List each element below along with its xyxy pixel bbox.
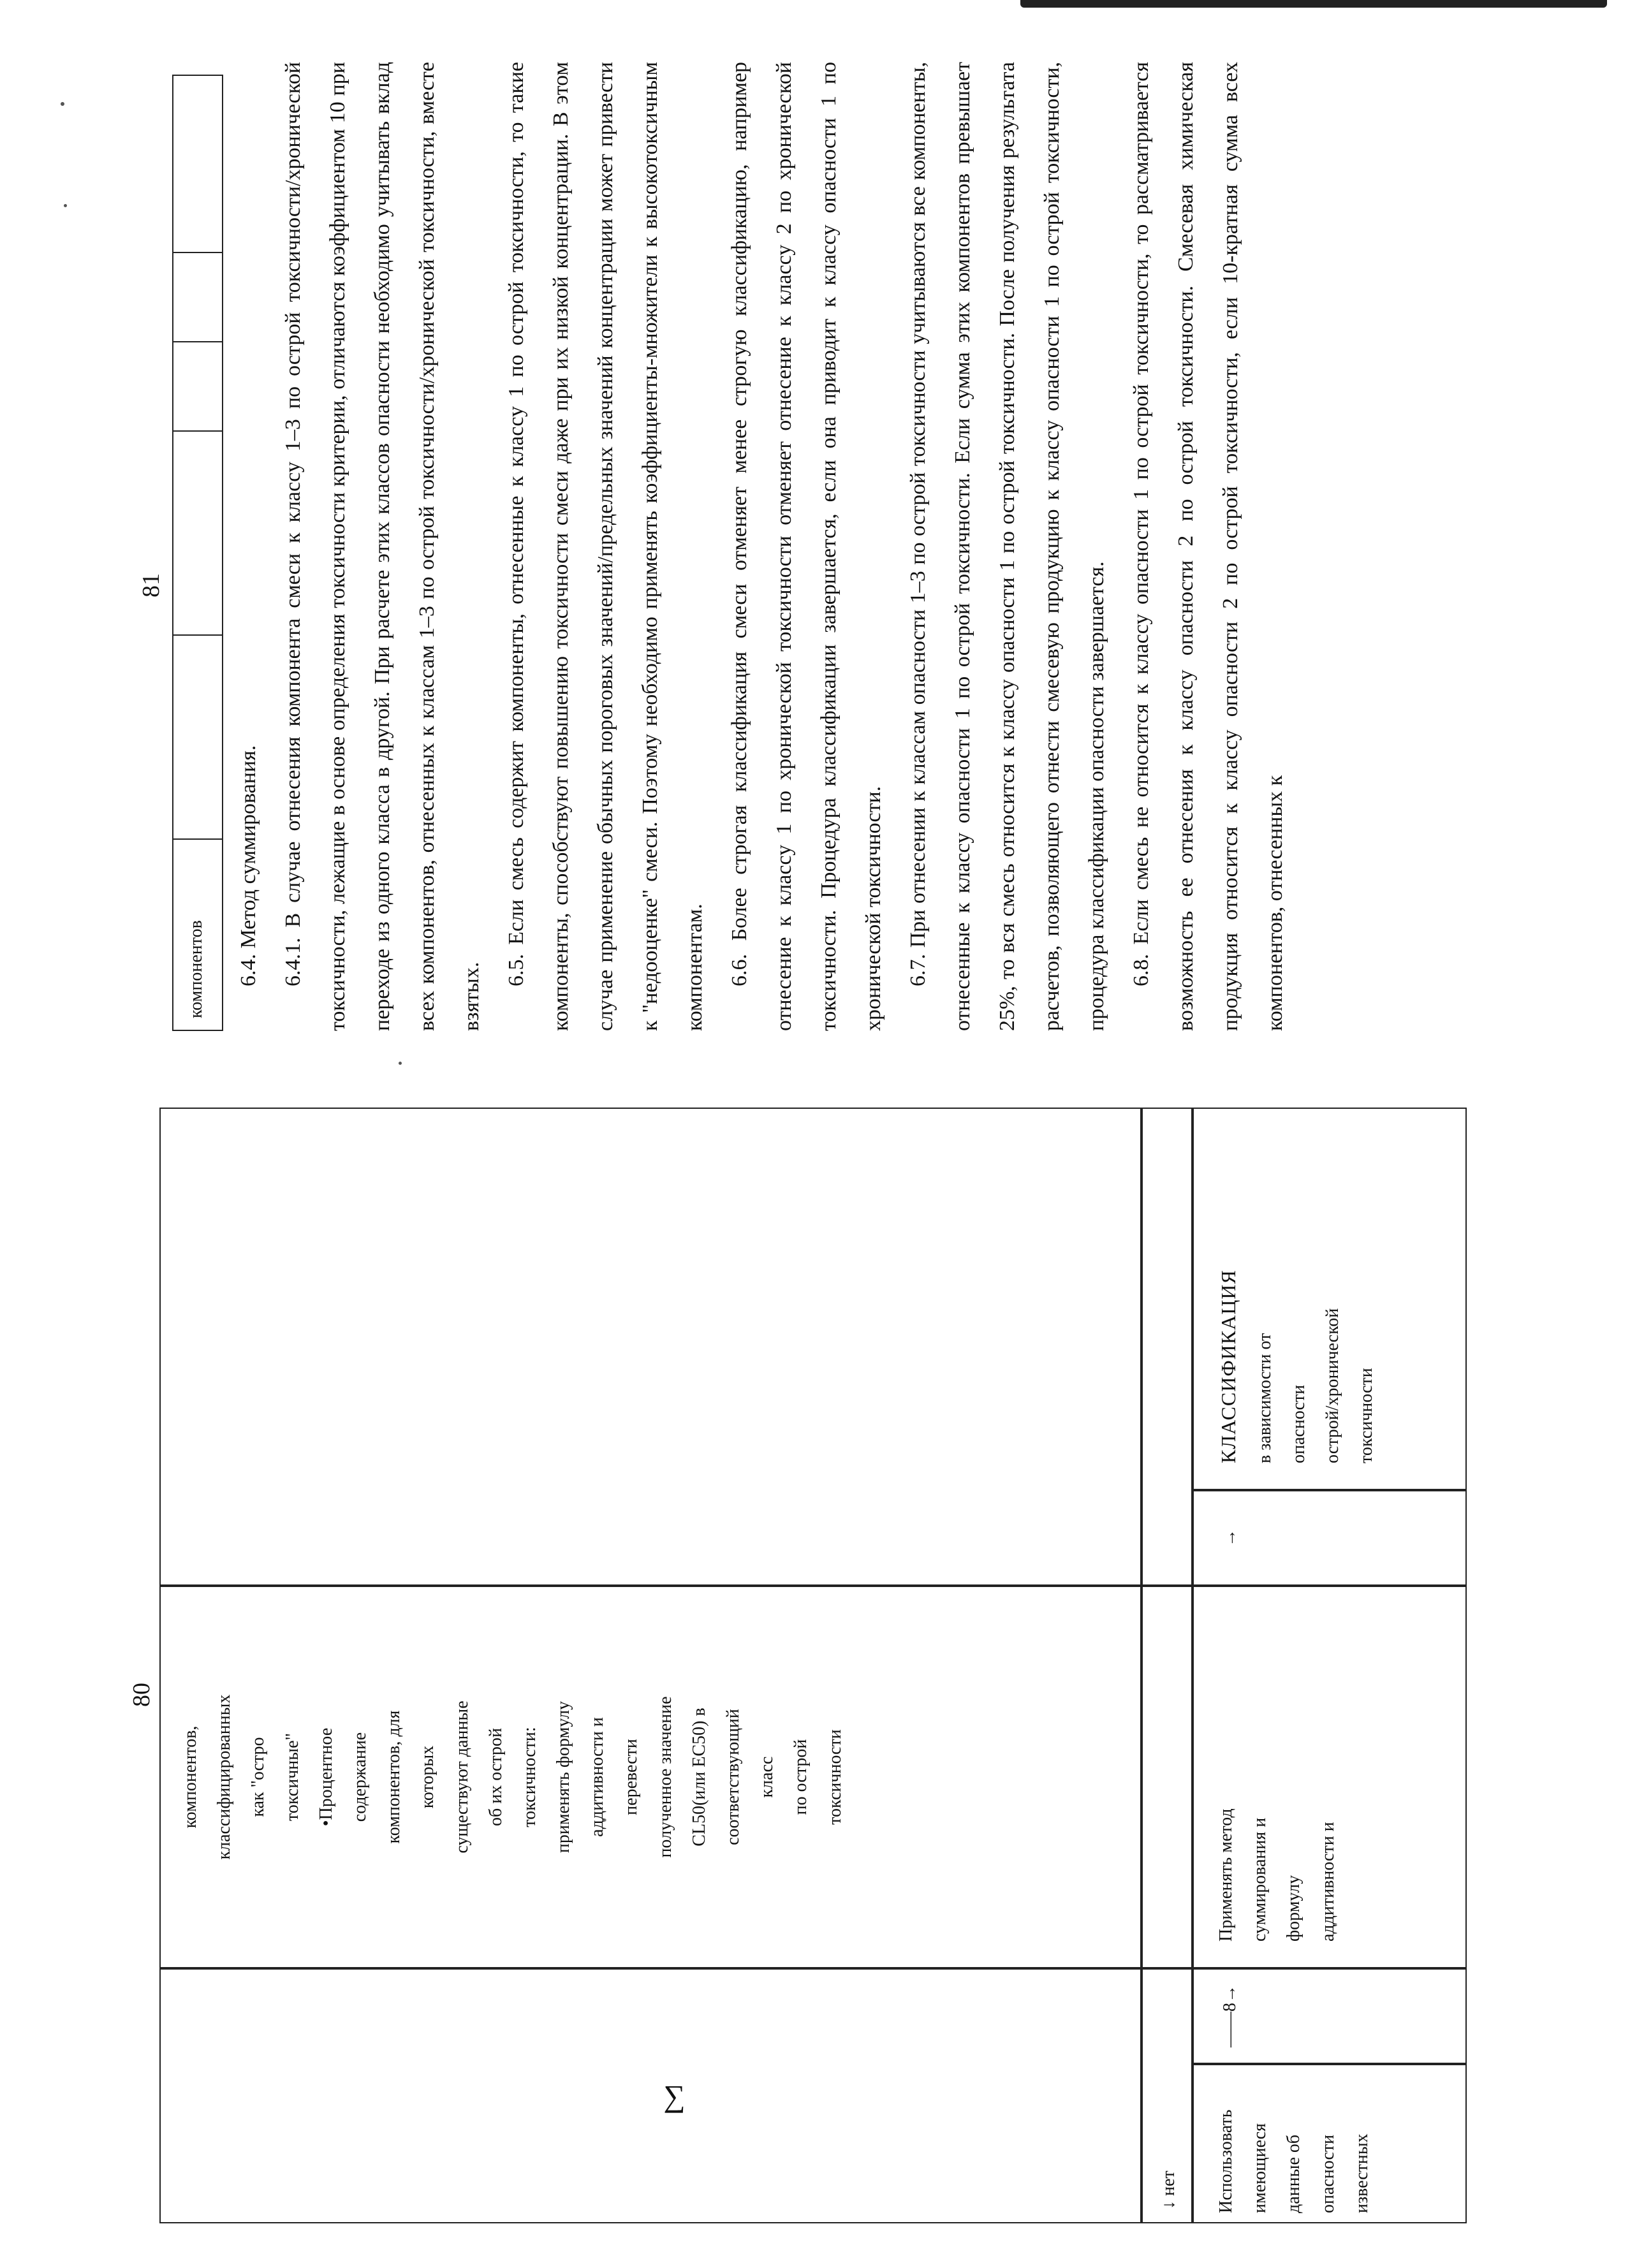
text-line: данные об <box>1284 2134 1304 2213</box>
text-line: опасности <box>1288 1384 1309 1463</box>
table-cell-empty <box>173 430 222 634</box>
text-line: соответствующий <box>723 1709 743 1845</box>
paragraph-6-5: 6.5. Если смесь содержит компоненты, отнесенные к классу 1 по острой токсичности, то такие компоненты, способствуют повышению токсичности смеси даже при их низкой концентрации. В этом случае применение обычных пороговых значений/предельных значений концентрации может привести к "недооценке" смеси. Поэтому необходимо применять коэффициенты-множители к высокотоксичным компонентам. <box>504 62 707 1031</box>
document-body <box>226 62 1298 1031</box>
page-number-80: 80 <box>128 1683 155 1707</box>
text-line: существуют данные <box>451 1701 472 1854</box>
text-line: Применять метод <box>1216 1808 1236 1942</box>
flowchart-arrow: → <box>1193 1490 1467 1586</box>
text-line: полученное значение <box>655 1696 675 1858</box>
table-cell-empty <box>173 252 222 341</box>
flowchart-cell-empty <box>1141 1586 1193 1968</box>
paragraph-6-7: 6.7. При отнесении к классам опасности 1–3 по острой токсичности учитываются все компоненты, отнесенные к классу опасности 1 по острой токсичности. Если сумма этих компонентов превышает 25%, то вся смесь относится к классу опасности 1 по острой токсичности. После получения результата расчетов, позволяющего отнести смесевую продукцию к классу опасности 1 по острой токсичности, процедура классификации опасности завершается. <box>906 62 1108 1031</box>
text-line: •Процентное <box>316 1727 336 1827</box>
text-line: CL50(или EC50) в <box>689 1708 709 1847</box>
text-line: содержание <box>349 1732 370 1822</box>
flowchart-cell-empty <box>159 1108 1141 1586</box>
sum-mark: ∑ <box>663 2079 686 2114</box>
classification-flowchart <box>159 1108 1467 2223</box>
text-line: которых <box>418 1745 438 1809</box>
text-line: классифицированных <box>214 1694 235 1860</box>
text-line: токсичности: <box>519 1727 540 1827</box>
text-line: аддитивности и <box>1318 1822 1338 1942</box>
text-line: токсичности <box>1356 1368 1377 1463</box>
flowchart-cell-components <box>159 1586 1141 1968</box>
paragraph-6-4-1: 6.4.1. В случае отнесения компонента смеси к классу 1–3 по острой токсичности/хронической токсичности, лежащие в основе определения токсичности критерии, отличаются коэффициентом 10 при переходе из одного класса в другой. При расчете этих классов опасности необходимо учитывать вклад всех компонентов, отнесенных к классам 1–3 по острой токсичности/хронической токсичности, вместе взятых. <box>281 62 483 1031</box>
table-cell-empty <box>173 634 222 838</box>
text-line: токсичности <box>825 1729 845 1825</box>
text-line: компонентов, для <box>384 1710 404 1844</box>
flowchart-arrow-8: ——8→ <box>1193 1968 1467 2064</box>
classification-title: КЛАССИФИКАЦИЯ <box>1217 1269 1240 1463</box>
components-table-header <box>172 75 223 1031</box>
text-line: класс <box>757 1756 777 1798</box>
flowchart-cell-classification <box>1193 1108 1467 1490</box>
text-line: компонентов, <box>180 1725 200 1829</box>
text-line: перевести <box>621 1739 642 1815</box>
flowchart-no-label: ↓ нет <box>1141 1968 1193 2223</box>
paragraph-6-6: 6.6. Более строгая классификация смеси отменяет менее строгую классификацию, например отнесение к классу 1 по хронической токсичности отменяет отнесение к классу 2 по хронической токсичности. Процедура классификации завершается, если она приводит к классу опасности 1 по хронической токсичности. <box>728 62 885 1031</box>
text-line: формулу <box>1284 1875 1304 1942</box>
flowchart-cell-apply-method <box>1193 1586 1467 1968</box>
flowchart-cell-empty <box>1141 1108 1193 1586</box>
paragraph-6-4: 6.4. Метод суммирования. <box>237 745 260 986</box>
table-cell-empty <box>173 76 222 252</box>
text-line: по острой <box>791 1739 811 1815</box>
text-line: аддитивности и <box>587 1717 608 1837</box>
text-line: имеющиеся <box>1250 2123 1270 2213</box>
text-line: известных <box>1351 2133 1372 2213</box>
text-line: Использовать <box>1216 2109 1236 2213</box>
text-line: токсичные" <box>282 1733 302 1821</box>
text-line: острой/хронической <box>1323 1308 1343 1463</box>
table-cell-empty <box>173 341 222 430</box>
paragraph-6-8: 6.8. Если смесь не относится к классу опасности 1 по острой токсичности, то рассматривается возможность ее отнесения к классу опасности 2 по острой токсичности. Смесевая химическая продукция относится к классу опасности 2 по острой токсичности, если 10-кратная сумма всех компонентов, отнесенных к <box>1129 62 1287 1031</box>
text-line: применять формулу <box>554 1701 574 1854</box>
table-cell-components: компонентов <box>173 838 222 1030</box>
text-line: суммирования и <box>1250 1817 1270 1942</box>
text-line: опасности <box>1318 2134 1338 2213</box>
text-line: как "остро <box>248 1737 268 1817</box>
flowchart-cell-use-data <box>1193 2064 1467 2223</box>
page-number-81: 81 <box>138 573 165 597</box>
flowchart-cell-empty <box>159 1968 1141 2223</box>
text-line: в зависимости от <box>1254 1333 1275 1463</box>
text-line: об их острой <box>485 1728 506 1826</box>
